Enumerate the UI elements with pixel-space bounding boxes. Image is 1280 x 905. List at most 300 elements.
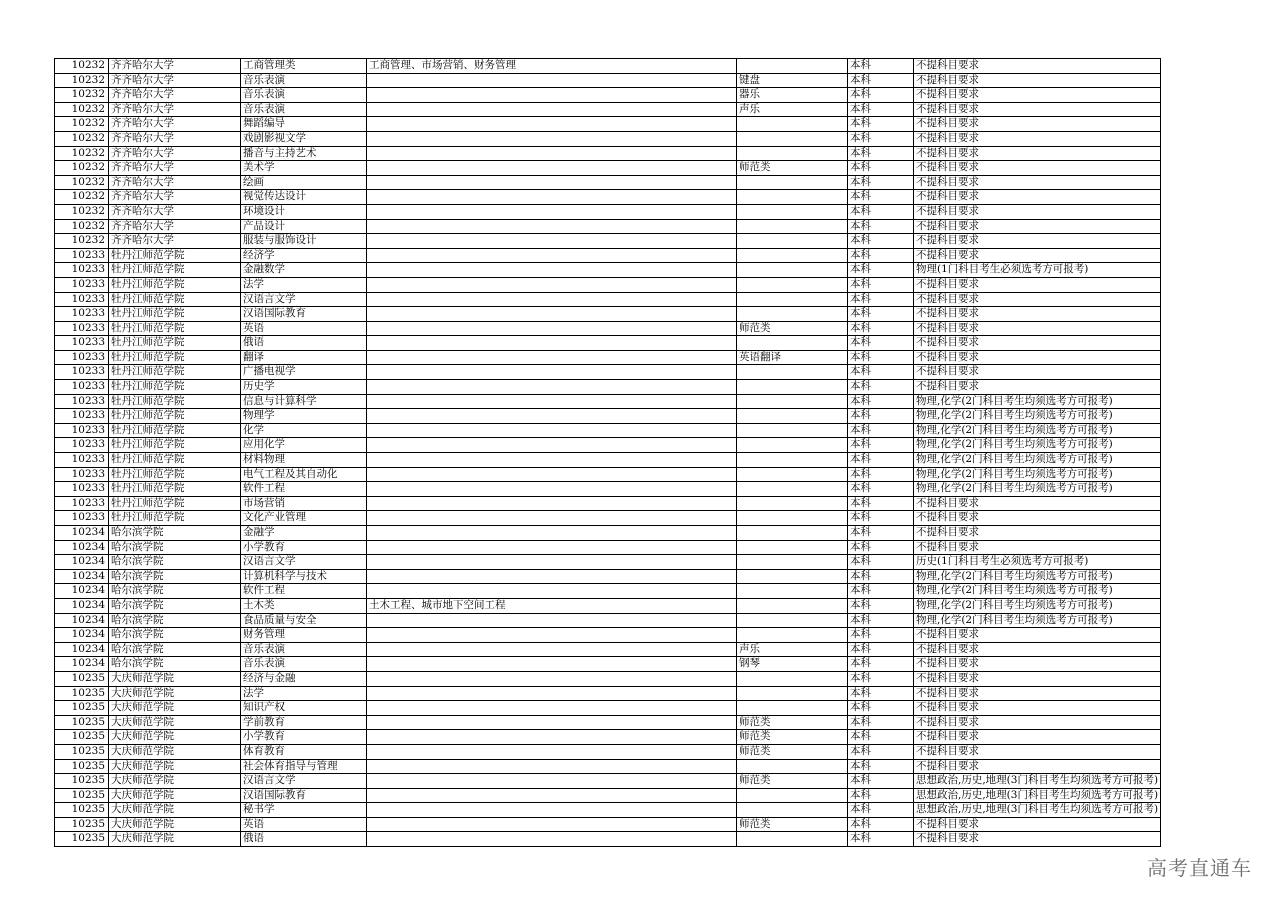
major-name-cell: 视觉传达设计 xyxy=(241,190,367,205)
note-cell xyxy=(737,482,848,497)
included-majors-cell xyxy=(367,686,737,701)
included-majors-cell xyxy=(367,73,737,88)
level-cell: 本科 xyxy=(848,569,914,584)
table-row xyxy=(55,248,1161,263)
included-majors-cell xyxy=(367,394,737,409)
major-name-cell: 秘书学 xyxy=(241,803,367,818)
school-name-cell: 牡丹江师范学院 xyxy=(109,277,241,292)
table-row xyxy=(55,88,1161,103)
school-name-cell: 牡丹江师范学院 xyxy=(109,394,241,409)
subject-requirement-cell: 不提科目要求 xyxy=(914,657,1161,672)
table-body xyxy=(55,59,1161,847)
subject-requirement-cell: 物理,化学(2门科目考生均须选考方可报考) xyxy=(914,453,1161,468)
included-majors-cell xyxy=(367,234,737,249)
included-majors-cell xyxy=(367,175,737,190)
table-row xyxy=(55,584,1161,599)
major-name-cell: 小学教育 xyxy=(241,730,367,745)
level-cell: 本科 xyxy=(848,774,914,789)
table-row xyxy=(55,350,1161,365)
school-code-cell: 10233 xyxy=(55,336,109,351)
major-name-cell: 汉语言文学 xyxy=(241,555,367,570)
subject-requirement-cell: 物理,化学(2门科目考生均须选考方可报考) xyxy=(914,482,1161,497)
school-name-cell: 哈尔滨学院 xyxy=(109,584,241,599)
school-code-cell: 10235 xyxy=(55,686,109,701)
table-row xyxy=(55,409,1161,424)
table-row xyxy=(55,628,1161,643)
school-name-cell: 哈尔滨学院 xyxy=(109,657,241,672)
level-cell: 本科 xyxy=(848,686,914,701)
level-cell: 本科 xyxy=(848,496,914,511)
included-majors-cell xyxy=(367,321,737,336)
major-name-cell: 法学 xyxy=(241,277,367,292)
included-majors-cell xyxy=(367,788,737,803)
table-row xyxy=(55,146,1161,161)
school-name-cell: 牡丹江师范学院 xyxy=(109,321,241,336)
school-code-cell: 10232 xyxy=(55,204,109,219)
school-name-cell: 牡丹江师范学院 xyxy=(109,496,241,511)
major-name-cell: 环境设计 xyxy=(241,204,367,219)
school-name-cell: 哈尔滨学院 xyxy=(109,598,241,613)
school-name-cell: 牡丹江师范学院 xyxy=(109,453,241,468)
school-name-cell: 齐齐哈尔大学 xyxy=(109,117,241,132)
included-majors-cell xyxy=(367,307,737,322)
school-code-cell: 10233 xyxy=(55,423,109,438)
school-code-cell: 10233 xyxy=(55,394,109,409)
included-majors-cell xyxy=(367,423,737,438)
table-row xyxy=(55,526,1161,541)
table-row xyxy=(55,657,1161,672)
level-cell: 本科 xyxy=(848,526,914,541)
table-row xyxy=(55,73,1161,88)
note-cell: 师范类 xyxy=(737,774,848,789)
school-name-cell: 齐齐哈尔大学 xyxy=(109,59,241,74)
note-cell xyxy=(737,292,848,307)
school-name-cell: 哈尔滨学院 xyxy=(109,613,241,628)
school-name-cell: 牡丹江师范学院 xyxy=(109,336,241,351)
note-cell xyxy=(737,584,848,599)
table-row xyxy=(55,102,1161,117)
enrollment-table xyxy=(54,58,1161,847)
school-code-cell: 10232 xyxy=(55,146,109,161)
level-cell: 本科 xyxy=(848,380,914,395)
table-row xyxy=(55,234,1161,249)
included-majors-cell xyxy=(367,496,737,511)
note-cell xyxy=(737,380,848,395)
school-code-cell: 10233 xyxy=(55,511,109,526)
included-majors-cell xyxy=(367,759,737,774)
school-code-cell: 10233 xyxy=(55,321,109,336)
watermark-logo-text: 高考直通车 xyxy=(1147,856,1252,880)
school-code-cell: 10232 xyxy=(55,234,109,249)
major-name-cell: 金融数学 xyxy=(241,263,367,278)
school-name-cell: 大庆师范学院 xyxy=(109,803,241,818)
school-name-cell: 大庆师范学院 xyxy=(109,686,241,701)
subject-requirement-cell: 物理,化学(2门科目考生均须选考方可报考) xyxy=(914,613,1161,628)
level-cell: 本科 xyxy=(848,832,914,847)
subject-requirement-cell: 不提科目要求 xyxy=(914,759,1161,774)
major-name-cell: 学前教育 xyxy=(241,715,367,730)
school-name-cell: 牡丹江师范学院 xyxy=(109,350,241,365)
major-name-cell: 体育教育 xyxy=(241,744,367,759)
school-code-cell: 10232 xyxy=(55,161,109,176)
school-name-cell: 大庆师范学院 xyxy=(109,701,241,716)
major-name-cell: 土木类 xyxy=(241,598,367,613)
school-code-cell: 10233 xyxy=(55,438,109,453)
table-row xyxy=(55,774,1161,789)
school-code-cell: 10234 xyxy=(55,540,109,555)
level-cell: 本科 xyxy=(848,365,914,380)
note-cell: 师范类 xyxy=(737,321,848,336)
level-cell: 本科 xyxy=(848,540,914,555)
table-row xyxy=(55,613,1161,628)
major-name-cell: 音乐表演 xyxy=(241,642,367,657)
school-code-cell: 10235 xyxy=(55,832,109,847)
level-cell: 本科 xyxy=(848,701,914,716)
school-name-cell: 哈尔滨学院 xyxy=(109,569,241,584)
school-code-cell: 10235 xyxy=(55,730,109,745)
level-cell: 本科 xyxy=(848,190,914,205)
school-name-cell: 大庆师范学院 xyxy=(109,671,241,686)
subject-requirement-cell: 不提科目要求 xyxy=(914,628,1161,643)
school-code-cell: 10233 xyxy=(55,380,109,395)
included-majors-cell xyxy=(367,219,737,234)
level-cell: 本科 xyxy=(848,467,914,482)
note-cell xyxy=(737,146,848,161)
school-name-cell: 哈尔滨学院 xyxy=(109,628,241,643)
level-cell: 本科 xyxy=(848,657,914,672)
note-cell: 师范类 xyxy=(737,730,848,745)
school-code-cell: 10232 xyxy=(55,190,109,205)
subject-requirement-cell: 不提科目要求 xyxy=(914,219,1161,234)
school-code-cell: 10235 xyxy=(55,774,109,789)
note-cell: 声乐 xyxy=(737,642,848,657)
major-name-cell: 播音与主持艺术 xyxy=(241,146,367,161)
major-name-cell: 化学 xyxy=(241,423,367,438)
table-row xyxy=(55,482,1161,497)
level-cell: 本科 xyxy=(848,482,914,497)
included-majors-cell xyxy=(367,336,737,351)
level-cell: 本科 xyxy=(848,263,914,278)
note-cell xyxy=(737,569,848,584)
note-cell xyxy=(737,423,848,438)
table-row xyxy=(55,467,1161,482)
note-cell: 器乐 xyxy=(737,88,848,103)
major-name-cell: 英语 xyxy=(241,321,367,336)
note-cell xyxy=(737,671,848,686)
school-name-cell: 牡丹江师范学院 xyxy=(109,409,241,424)
level-cell: 本科 xyxy=(848,277,914,292)
school-name-cell: 大庆师范学院 xyxy=(109,715,241,730)
level-cell: 本科 xyxy=(848,511,914,526)
school-name-cell: 齐齐哈尔大学 xyxy=(109,88,241,103)
level-cell: 本科 xyxy=(848,584,914,599)
school-code-cell: 10234 xyxy=(55,628,109,643)
note-cell xyxy=(737,511,848,526)
included-majors-cell xyxy=(367,555,737,570)
major-name-cell: 汉语国际教育 xyxy=(241,788,367,803)
school-code-cell: 10232 xyxy=(55,219,109,234)
school-name-cell: 牡丹江师范学院 xyxy=(109,467,241,482)
school-name-cell: 大庆师范学院 xyxy=(109,832,241,847)
note-cell xyxy=(737,759,848,774)
level-cell: 本科 xyxy=(848,204,914,219)
level-cell: 本科 xyxy=(848,671,914,686)
note-cell: 英语翻译 xyxy=(737,350,848,365)
subject-requirement-cell: 不提科目要求 xyxy=(914,744,1161,759)
school-name-cell: 大庆师范学院 xyxy=(109,774,241,789)
subject-requirement-cell: 不提科目要求 xyxy=(914,102,1161,117)
subject-requirement-cell: 物理,化学(2门科目考生均须选考方可报考) xyxy=(914,394,1161,409)
table-row xyxy=(55,117,1161,132)
subject-requirement-cell: 不提科目要求 xyxy=(914,686,1161,701)
major-name-cell: 软件工程 xyxy=(241,482,367,497)
table-row xyxy=(55,380,1161,395)
included-majors-cell xyxy=(367,482,737,497)
included-majors-cell xyxy=(367,453,737,468)
school-name-cell: 齐齐哈尔大学 xyxy=(109,73,241,88)
school-name-cell: 齐齐哈尔大学 xyxy=(109,146,241,161)
note-cell: 键盘 xyxy=(737,73,848,88)
level-cell: 本科 xyxy=(848,642,914,657)
school-code-cell: 10232 xyxy=(55,175,109,190)
major-name-cell: 计算机科学与技术 xyxy=(241,569,367,584)
subject-requirement-cell: 思想政治,历史,地理(3门科目考生均须选考方可报考) xyxy=(914,803,1161,818)
note-cell: 师范类 xyxy=(737,817,848,832)
table-row xyxy=(55,307,1161,322)
included-majors-cell xyxy=(367,671,737,686)
subject-requirement-cell: 不提科目要求 xyxy=(914,307,1161,322)
note-cell xyxy=(737,409,848,424)
school-name-cell: 齐齐哈尔大学 xyxy=(109,204,241,219)
major-name-cell: 物理学 xyxy=(241,409,367,424)
school-code-cell: 10233 xyxy=(55,307,109,322)
included-majors-cell xyxy=(367,715,737,730)
school-code-cell: 10233 xyxy=(55,350,109,365)
note-cell xyxy=(737,701,848,716)
school-name-cell: 哈尔滨学院 xyxy=(109,526,241,541)
included-majors-cell xyxy=(367,88,737,103)
school-code-cell: 10233 xyxy=(55,467,109,482)
subject-requirement-cell: 不提科目要求 xyxy=(914,88,1161,103)
note-cell: 钢琴 xyxy=(737,657,848,672)
school-code-cell: 10234 xyxy=(55,555,109,570)
school-code-cell: 10233 xyxy=(55,496,109,511)
included-majors-cell xyxy=(367,350,737,365)
table-row xyxy=(55,701,1161,716)
included-majors-cell xyxy=(367,277,737,292)
level-cell: 本科 xyxy=(848,102,914,117)
subject-requirement-cell: 不提科目要求 xyxy=(914,336,1161,351)
school-name-cell: 哈尔滨学院 xyxy=(109,642,241,657)
subject-requirement-cell: 不提科目要求 xyxy=(914,321,1161,336)
note-cell: 师范类 xyxy=(737,715,848,730)
level-cell: 本科 xyxy=(848,730,914,745)
note-cell xyxy=(737,336,848,351)
school-code-cell: 10233 xyxy=(55,482,109,497)
school-name-cell: 齐齐哈尔大学 xyxy=(109,175,241,190)
subject-requirement-cell: 不提科目要求 xyxy=(914,701,1161,716)
table-row xyxy=(55,803,1161,818)
level-cell: 本科 xyxy=(848,161,914,176)
major-name-cell: 知识产权 xyxy=(241,701,367,716)
school-code-cell: 10234 xyxy=(55,598,109,613)
included-majors-cell xyxy=(367,832,737,847)
level-cell: 本科 xyxy=(848,131,914,146)
subject-requirement-cell: 不提科目要求 xyxy=(914,161,1161,176)
level-cell: 本科 xyxy=(848,219,914,234)
school-name-cell: 牡丹江师范学院 xyxy=(109,380,241,395)
level-cell: 本科 xyxy=(848,175,914,190)
major-name-cell: 音乐表演 xyxy=(241,657,367,672)
subject-requirement-cell: 不提科目要求 xyxy=(914,59,1161,74)
table-row xyxy=(55,59,1161,74)
school-code-cell: 10235 xyxy=(55,803,109,818)
school-code-cell: 10232 xyxy=(55,117,109,132)
school-name-cell: 齐齐哈尔大学 xyxy=(109,190,241,205)
subject-requirement-cell: 不提科目要求 xyxy=(914,190,1161,205)
subject-requirement-cell: 不提科目要求 xyxy=(914,365,1161,380)
table-row xyxy=(55,292,1161,307)
school-name-cell: 牡丹江师范学院 xyxy=(109,365,241,380)
note-cell xyxy=(737,613,848,628)
subject-requirement-cell: 不提科目要求 xyxy=(914,117,1161,132)
note-cell xyxy=(737,453,848,468)
subject-requirement-cell: 不提科目要求 xyxy=(914,511,1161,526)
school-code-cell: 10232 xyxy=(55,102,109,117)
note-cell xyxy=(737,204,848,219)
major-name-cell: 舞蹈编导 xyxy=(241,117,367,132)
school-name-cell: 大庆师范学院 xyxy=(109,759,241,774)
major-name-cell: 汉语国际教育 xyxy=(241,307,367,322)
included-majors-cell xyxy=(367,146,737,161)
school-code-cell: 10235 xyxy=(55,671,109,686)
note-cell xyxy=(737,526,848,541)
included-majors-cell xyxy=(367,102,737,117)
major-name-cell: 服装与服饰设计 xyxy=(241,234,367,249)
subject-requirement-cell: 思想政治,历史,地理(3门科目考生均须选考方可报考) xyxy=(914,774,1161,789)
school-name-cell: 齐齐哈尔大学 xyxy=(109,131,241,146)
subject-requirement-cell: 历史(1门科目考生必须选考方可报考) xyxy=(914,555,1161,570)
included-majors-cell xyxy=(367,190,737,205)
level-cell: 本科 xyxy=(848,59,914,74)
major-name-cell: 信息与计算科学 xyxy=(241,394,367,409)
subject-requirement-cell: 不提科目要求 xyxy=(914,496,1161,511)
table-row xyxy=(55,540,1161,555)
table-row xyxy=(55,730,1161,745)
major-name-cell: 材料物理 xyxy=(241,453,367,468)
major-name-cell: 金融学 xyxy=(241,526,367,541)
table-row xyxy=(55,788,1161,803)
note-cell xyxy=(737,365,848,380)
note-cell: 师范类 xyxy=(737,744,848,759)
school-name-cell: 哈尔滨学院 xyxy=(109,555,241,570)
level-cell: 本科 xyxy=(848,803,914,818)
school-name-cell: 大庆师范学院 xyxy=(109,817,241,832)
school-name-cell: 牡丹江师范学院 xyxy=(109,292,241,307)
school-code-cell: 10235 xyxy=(55,715,109,730)
level-cell: 本科 xyxy=(848,234,914,249)
note-cell xyxy=(737,117,848,132)
table-row xyxy=(55,744,1161,759)
table-row xyxy=(55,175,1161,190)
note-cell xyxy=(737,832,848,847)
level-cell: 本科 xyxy=(848,817,914,832)
school-code-cell: 10234 xyxy=(55,569,109,584)
table-row xyxy=(55,817,1161,832)
table-row xyxy=(55,453,1161,468)
included-majors-cell xyxy=(367,161,737,176)
major-name-cell: 历史学 xyxy=(241,380,367,395)
note-cell xyxy=(737,496,848,511)
table-row xyxy=(55,496,1161,511)
note-cell xyxy=(737,686,848,701)
included-majors-cell xyxy=(367,584,737,599)
included-majors-cell xyxy=(367,117,737,132)
school-code-cell: 10235 xyxy=(55,817,109,832)
table-row xyxy=(55,336,1161,351)
note-cell: 声乐 xyxy=(737,102,848,117)
major-name-cell: 小学教育 xyxy=(241,540,367,555)
subject-requirement-cell: 不提科目要求 xyxy=(914,146,1161,161)
school-name-cell: 大庆师范学院 xyxy=(109,788,241,803)
major-name-cell: 社会体育指导与管理 xyxy=(241,759,367,774)
note-cell xyxy=(737,788,848,803)
major-name-cell: 美术学 xyxy=(241,161,367,176)
major-name-cell: 工商管理类 xyxy=(241,59,367,74)
subject-requirement-cell: 不提科目要求 xyxy=(914,234,1161,249)
school-name-cell: 齐齐哈尔大学 xyxy=(109,234,241,249)
level-cell: 本科 xyxy=(848,423,914,438)
subject-requirement-cell: 不提科目要求 xyxy=(914,204,1161,219)
level-cell: 本科 xyxy=(848,307,914,322)
school-name-cell: 齐齐哈尔大学 xyxy=(109,219,241,234)
included-majors-cell xyxy=(367,292,737,307)
level-cell: 本科 xyxy=(848,555,914,570)
note-cell xyxy=(737,555,848,570)
major-name-cell: 产品设计 xyxy=(241,219,367,234)
subject-requirement-cell: 不提科目要求 xyxy=(914,817,1161,832)
major-name-cell: 绘画 xyxy=(241,175,367,190)
table-row xyxy=(55,263,1161,278)
level-cell: 本科 xyxy=(848,336,914,351)
major-name-cell: 文化产业管理 xyxy=(241,511,367,526)
included-majors-cell xyxy=(367,409,737,424)
school-code-cell: 10232 xyxy=(55,59,109,74)
major-name-cell: 市场营销 xyxy=(241,496,367,511)
included-majors-cell xyxy=(367,569,737,584)
note-cell xyxy=(737,307,848,322)
included-majors-cell xyxy=(367,248,737,263)
note-cell xyxy=(737,803,848,818)
subject-requirement-cell: 不提科目要求 xyxy=(914,131,1161,146)
table-row xyxy=(55,511,1161,526)
note-cell xyxy=(737,234,848,249)
school-code-cell: 10234 xyxy=(55,642,109,657)
school-code-cell: 10233 xyxy=(55,409,109,424)
table-row xyxy=(55,555,1161,570)
school-code-cell: 10233 xyxy=(55,292,109,307)
school-code-cell: 10233 xyxy=(55,365,109,380)
school-name-cell: 牡丹江师范学院 xyxy=(109,482,241,497)
level-cell: 本科 xyxy=(848,453,914,468)
included-majors-cell xyxy=(367,642,737,657)
subject-requirement-cell: 不提科目要求 xyxy=(914,380,1161,395)
level-cell: 本科 xyxy=(848,438,914,453)
table-row xyxy=(55,321,1161,336)
note-cell xyxy=(737,540,848,555)
included-majors-cell xyxy=(367,511,737,526)
table-row xyxy=(55,671,1161,686)
